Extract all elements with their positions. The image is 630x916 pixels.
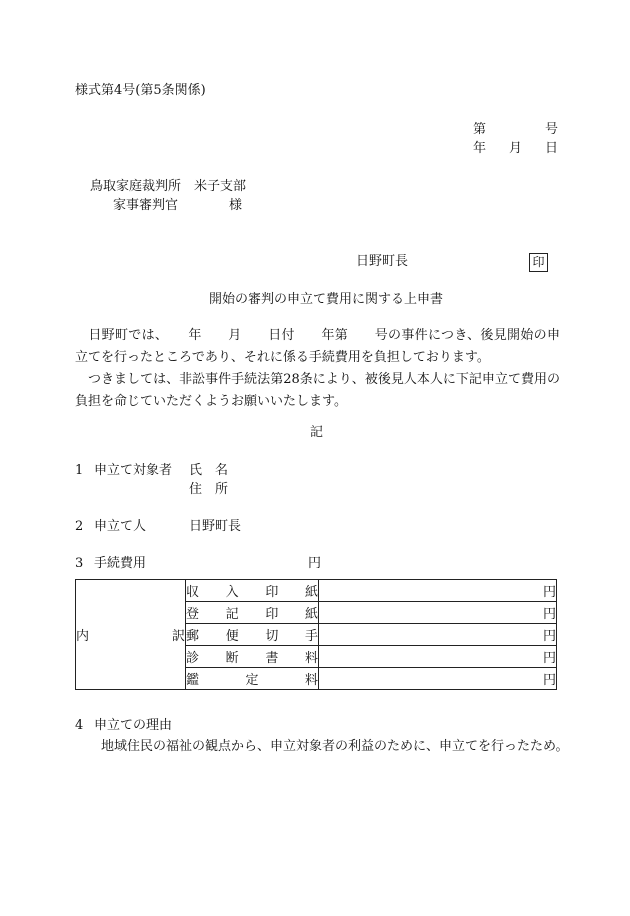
- date-month: 月: [509, 141, 523, 156]
- fee-item-char: 紙: [304, 585, 318, 600]
- fee-breakdown-table: [75, 579, 557, 690]
- fee-item-char: 書: [265, 651, 279, 666]
- fee-item-char: 鑑: [186, 673, 200, 688]
- fee-item-label: [186, 669, 318, 688]
- breakdown-label: [76, 625, 185, 644]
- fee-item-char: 料: [304, 673, 318, 688]
- section2-number: 2: [75, 519, 84, 534]
- fee-item-char: 料: [304, 651, 318, 666]
- body-paragraph-2: つきましては、非訟事件手続法第28条により、被後見人本人に下記申立て費用の負担を命じていただくようお願いいたします。: [75, 372, 560, 409]
- doc-number-dai: 第: [473, 122, 487, 137]
- fee-item-char: 便: [225, 629, 239, 644]
- date-year: 年: [473, 141, 487, 156]
- section3-label: 手続費用: [94, 556, 147, 571]
- fee-item-char: 診: [186, 651, 200, 666]
- section3-number: 3: [75, 556, 84, 571]
- fee-item-cell: [186, 580, 319, 602]
- fee-item-label: [186, 625, 318, 644]
- section1-number: 1: [75, 463, 84, 478]
- section4-text: 地域住民の福祉の観点から、申立対象者の利益のために、申立てを行ったため。: [101, 739, 569, 754]
- fee-item-char: 定: [245, 673, 259, 688]
- addressee-judge: 家事審判官: [113, 198, 179, 213]
- section4-label: 申立ての理由: [94, 718, 173, 733]
- document-title: 開始の審判の申立て費用に関する上申書: [209, 292, 444, 307]
- fee-item-char: 紙: [304, 607, 318, 622]
- table-row: [76, 580, 557, 602]
- fee-item-char: 郵: [186, 629, 200, 644]
- fee-item-cell: [186, 668, 319, 690]
- breakdown-label-left: 内: [76, 629, 90, 644]
- fee-amount-cell: 円: [319, 624, 557, 646]
- fee-item-label: [186, 647, 318, 666]
- section1-label: 申立て対象者: [94, 463, 173, 478]
- date-day: 日: [545, 141, 559, 156]
- body-paragraph-1: 日野町では、 年 月 日付 年第 号の事件につき、後見開始の申立てを行ったところであり、それに係る手続費用を負担しております。: [75, 328, 560, 365]
- fee-item-char: 入: [225, 585, 239, 600]
- fee-item-char: 記: [225, 607, 239, 622]
- section3-yen: 円: [308, 556, 322, 571]
- fee-item-char: 登: [186, 607, 200, 622]
- fee-item-cell: [186, 646, 319, 668]
- fee-item-label: [186, 581, 318, 600]
- fee-item-char: 断: [225, 651, 239, 666]
- form-number: 様式第4号(第5条関係): [75, 83, 206, 98]
- fee-amount-cell: 円: [319, 668, 557, 690]
- fee-item-cell: [186, 624, 319, 646]
- fee-item-label: [186, 603, 318, 622]
- section2-label: 申立て人: [94, 519, 147, 534]
- breakdown-label-cell: [76, 580, 186, 690]
- fee-item-char: 手: [304, 629, 318, 644]
- section2-value: 日野町長: [189, 519, 242, 534]
- addressee-sama: 様: [229, 198, 243, 213]
- section4-number: 4: [75, 718, 84, 733]
- fee-amount-cell: 円: [319, 580, 557, 602]
- seal-mark: 印: [529, 253, 548, 272]
- doc-number-go: 号: [545, 122, 559, 137]
- fee-item-cell: [186, 602, 319, 624]
- addressee-court: 鳥取家庭裁判所 米子支部: [90, 179, 247, 194]
- fee-item-char: 収: [186, 585, 200, 600]
- sender-title: 日野町長: [356, 254, 409, 269]
- breakdown-label-right: 訳: [171, 629, 185, 644]
- fee-item-char: 切: [265, 629, 279, 644]
- fee-amount-cell: 円: [319, 602, 557, 624]
- ki-heading: 記: [310, 425, 324, 440]
- section1-name-label: 氏 名: [189, 463, 229, 478]
- fee-item-char: 印: [265, 607, 279, 622]
- section1-address-label: 住 所: [189, 482, 229, 497]
- fee-amount-cell: 円: [319, 646, 557, 668]
- fee-item-char: 印: [265, 585, 279, 600]
